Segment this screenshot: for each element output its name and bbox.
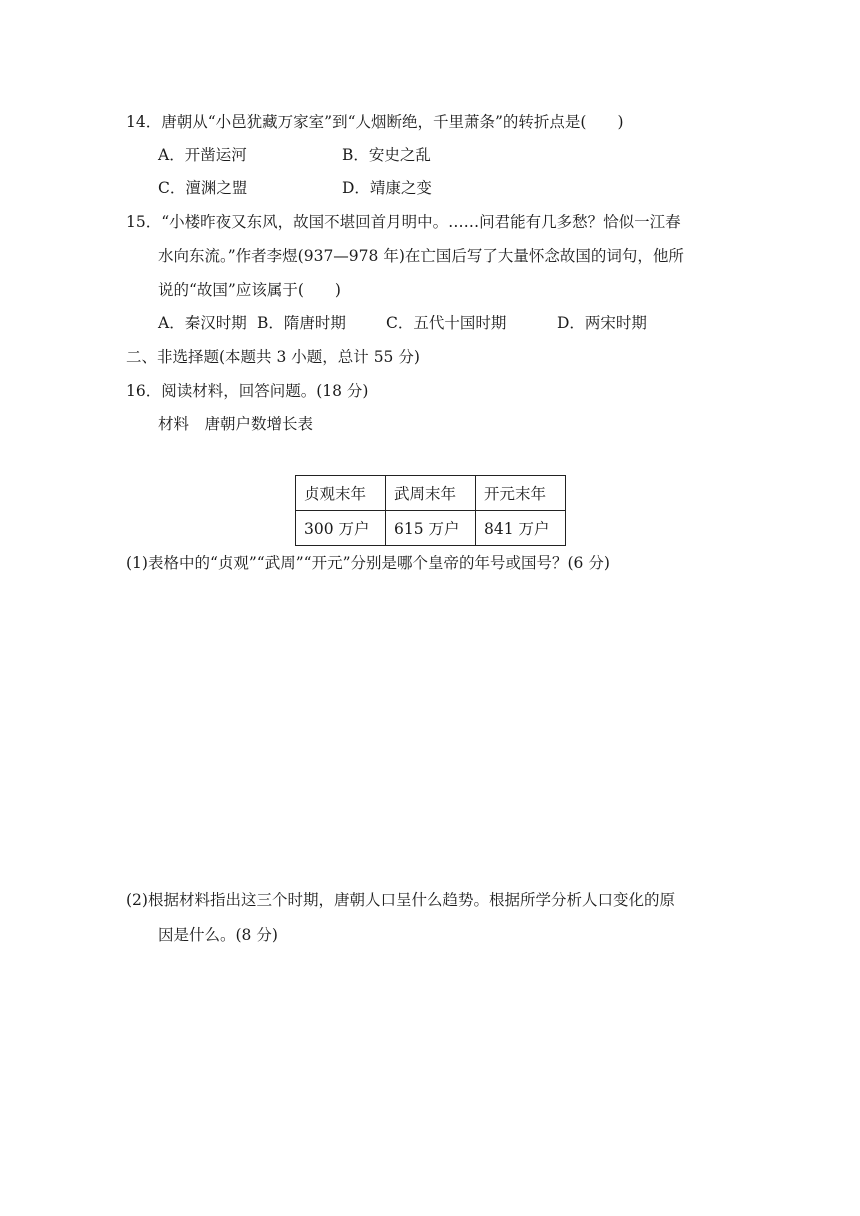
population-table xyxy=(295,475,566,546)
q15-option-d: D．两宋时期 xyxy=(557,314,647,332)
q14-option-d: D．靖康之变 xyxy=(342,179,432,197)
q15-line-2: 水向东流。”作者李煜(937—978 年)在亡国后写了大量怀念故国的词句，他所 xyxy=(158,247,684,265)
q14-option-b: B．安史之乱 xyxy=(342,146,431,164)
table-header-cell: 武周末年 xyxy=(386,476,476,511)
q16-sub2-line-2: 因是什么。(8 分) xyxy=(158,926,278,944)
table-row xyxy=(296,511,566,546)
q14-option-c: C．澶渊之盟 xyxy=(158,179,248,197)
material-title: 材料 唐朝户数增长表 xyxy=(158,415,314,433)
q14-option-a: A．开凿运河 xyxy=(158,146,247,164)
table-header-cell: 开元末年 xyxy=(476,476,566,511)
q15-line-3: 说的“故国”应该属于( ) xyxy=(158,281,341,299)
q16-sub1: (1)表格中的“贞观”“武周”“开元”分别是哪个皇帝的年号或国号？(6 分) xyxy=(126,554,610,572)
q16-sub2-line-1: (2)根据材料指出这三个时期，唐朝人口呈什么趋势。根据所学分析人口变化的原 xyxy=(126,891,675,909)
q15-line-1: 15．“小楼昨夜又东风，故国不堪回首月明中。……问君能有几多愁？恰似一江春 xyxy=(126,213,681,231)
q15-option-b: B．隋唐时期 xyxy=(257,314,346,332)
table-cell: 841 万户 xyxy=(476,511,566,546)
q15-option-c: C．五代十国时期 xyxy=(386,314,507,332)
section-heading: 二、非选择题(本题共 3 小题，总计 55 分) xyxy=(126,348,420,366)
table-header-row xyxy=(296,476,566,511)
table-cell: 615 万户 xyxy=(386,511,476,546)
table-cell: 300 万户 xyxy=(296,511,386,546)
q14-stem: 14．唐朝从“小邑犹藏万家室”到“人烟断绝，千里萧条”的转折点是( ) xyxy=(126,113,624,131)
q16-stem: 16．阅读材料，回答问题。(18 分) xyxy=(126,382,369,400)
q15-option-a: A．秦汉时期 xyxy=(158,314,247,332)
table-header-cell: 贞观末年 xyxy=(296,476,386,511)
